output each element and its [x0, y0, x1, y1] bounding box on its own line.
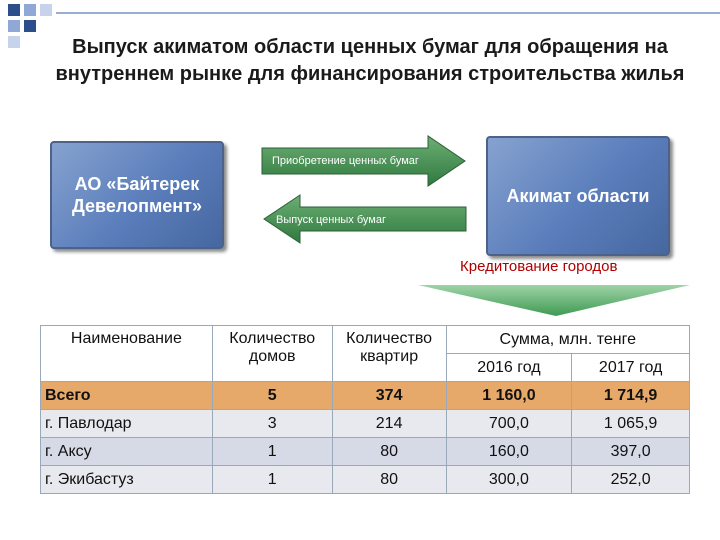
cell-houses: 3: [212, 410, 332, 438]
table-row: [41, 382, 690, 410]
akimat-label: Акимат области: [506, 186, 650, 206]
table-row: [41, 410, 690, 438]
cell-apartments: 80: [332, 438, 446, 466]
cell-houses: 5: [212, 382, 332, 410]
cell-2016: 300,0: [446, 466, 572, 494]
page-title: Выпуск акиматом области ценных бумаг для обращения на внутреннем рынке для финансирования строительства жилья: [55, 36, 685, 85]
cell-apartments: 214: [332, 410, 446, 438]
down-arrow-icon: [418, 285, 690, 316]
cell-2016: 1 160,0: [446, 382, 572, 410]
header-name: Наименование: [41, 326, 213, 382]
table-row: [41, 466, 690, 494]
cell-houses: 1: [212, 466, 332, 494]
cell-houses: 1: [212, 438, 332, 466]
cell-name: Всего: [41, 382, 213, 410]
cell-name: г. Экибастуз: [41, 466, 213, 494]
cell-name: г. Павлодар: [41, 410, 213, 438]
header-sum: Сумма, млн. тенге: [446, 326, 689, 354]
cell-2017: 252,0: [572, 466, 690, 494]
header-2017: 2017 год: [572, 354, 690, 382]
cell-apartments: 374: [332, 382, 446, 410]
cell-name: г. Аксу: [41, 438, 213, 466]
arrow-bottom-label: Выпуск ценных бумаг: [276, 214, 386, 226]
header-houses: Количество домов: [212, 326, 332, 382]
arrow-top-label: Приобретение ценных бумаг: [272, 155, 419, 167]
baiterek-label: АО «Байтерек Девелопмент»: [72, 174, 202, 216]
cell-2017: 1 714,9: [572, 382, 690, 410]
header-2016: 2016 год: [446, 354, 572, 382]
cell-2016: 700,0: [446, 410, 572, 438]
cell-2017: 1 065,9: [572, 410, 690, 438]
cell-apartments: 80: [332, 466, 446, 494]
cell-2016: 160,0: [446, 438, 572, 466]
cell-2017: 397,0: [572, 438, 690, 466]
table-row: [41, 438, 690, 466]
header-apartments: Количество квартир: [332, 326, 446, 382]
data-table: [40, 325, 690, 494]
credit-label: Кредитование городов: [460, 258, 618, 275]
